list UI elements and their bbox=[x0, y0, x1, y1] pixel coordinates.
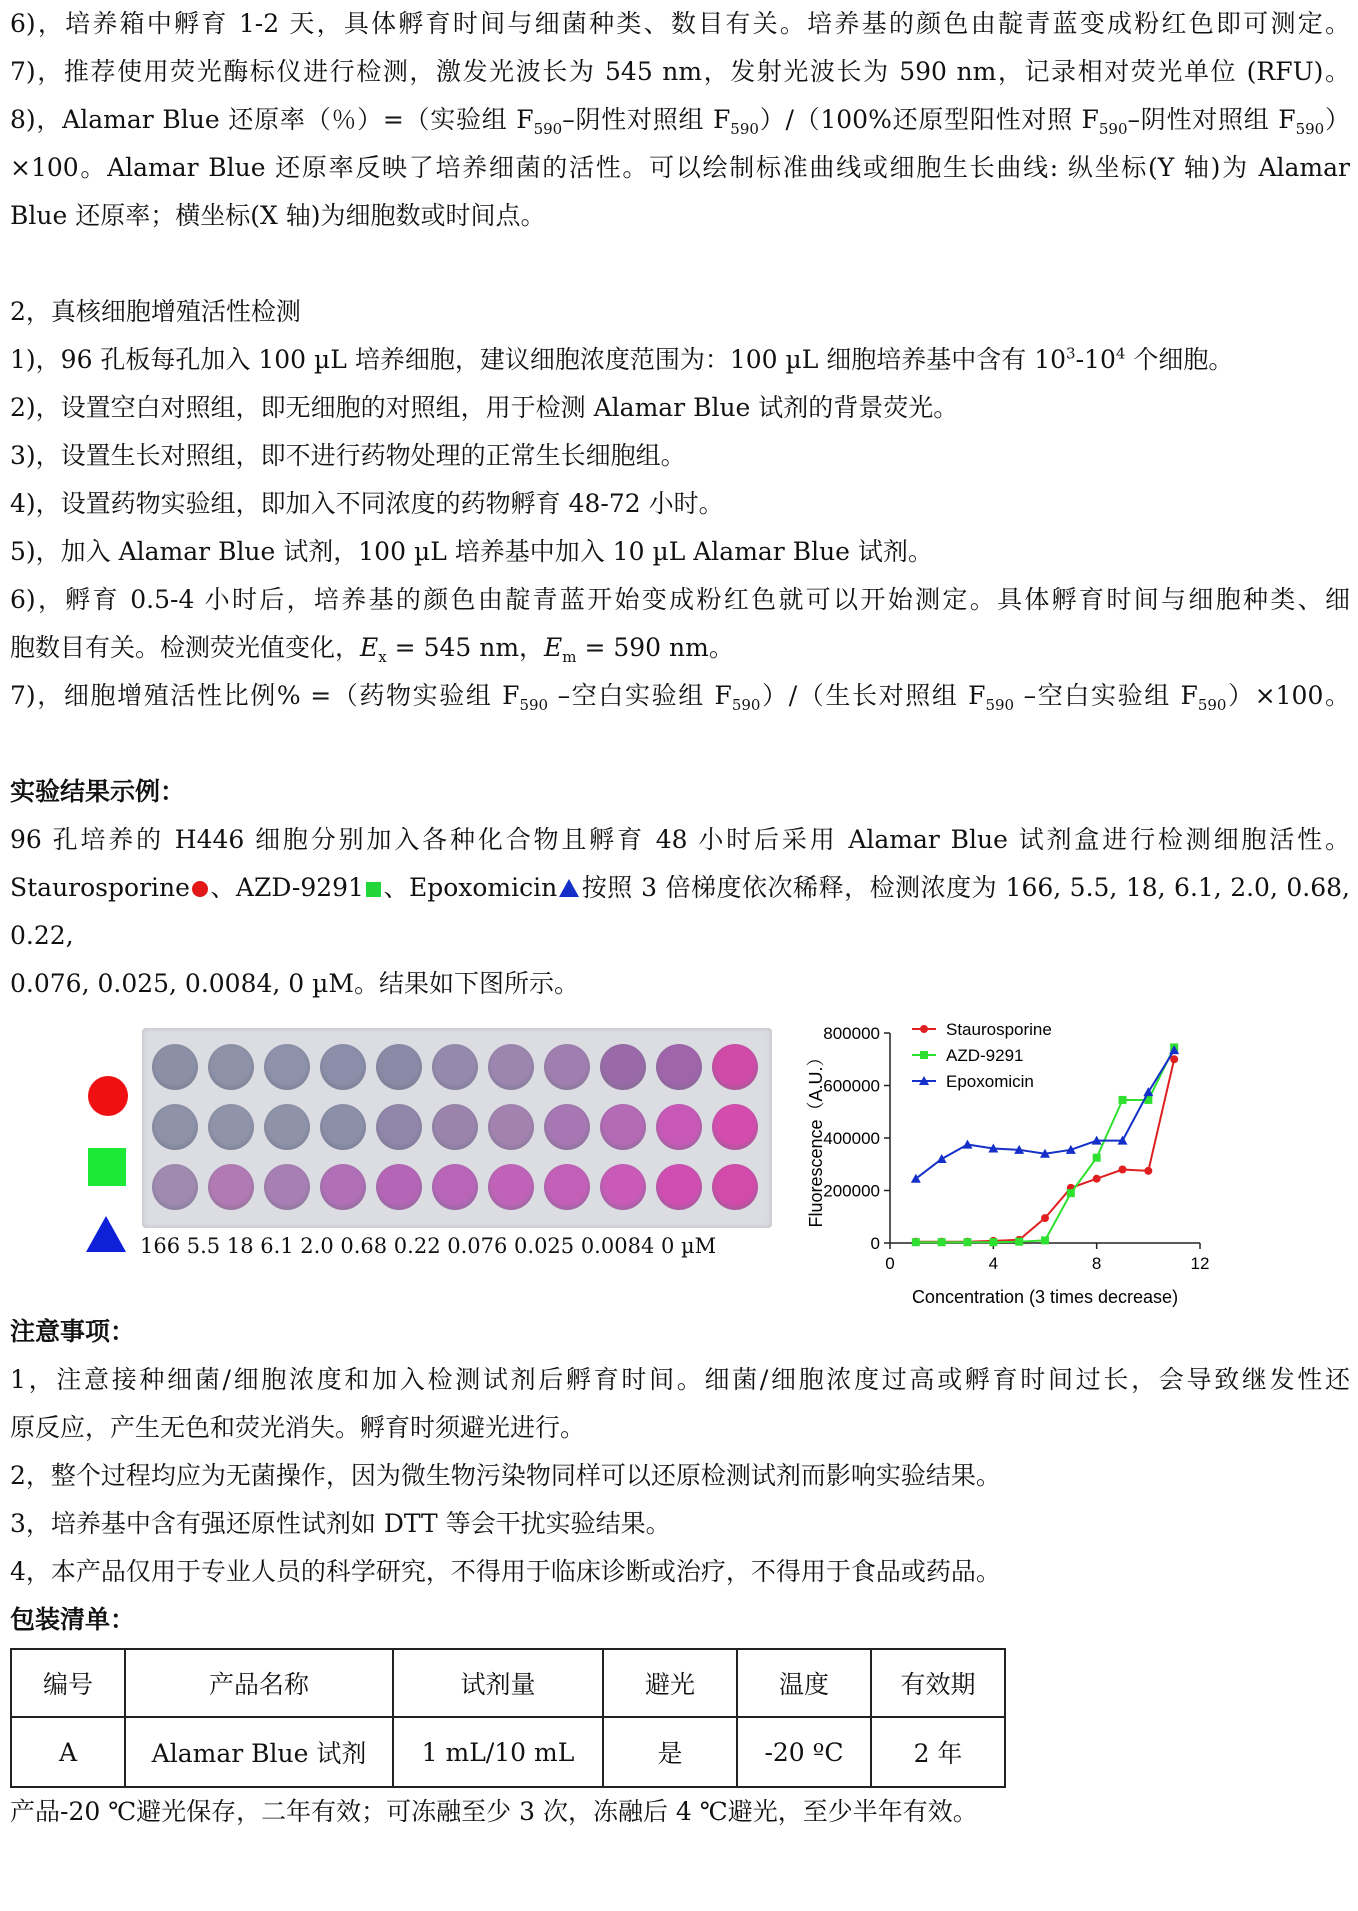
plate-well bbox=[432, 1164, 478, 1210]
y-axis-label: Fluorescence（A.U.） bbox=[806, 1048, 826, 1228]
y-tick-label: 400000 bbox=[823, 1129, 880, 1148]
table-header-cell: 编号 bbox=[11, 1649, 125, 1717]
notes-title: 注意事项： bbox=[10, 1317, 136, 1346]
table-cell: -20 ºC bbox=[737, 1717, 871, 1787]
data-point bbox=[1041, 1236, 1049, 1244]
plate-well bbox=[432, 1104, 478, 1150]
section-2-title: 2，真核细胞增殖活性检测 bbox=[10, 297, 301, 326]
blue-triangle-icon bbox=[86, 1216, 126, 1252]
data-point bbox=[964, 1238, 972, 1246]
data-point bbox=[963, 1140, 973, 1149]
green-square-icon bbox=[88, 1148, 126, 1186]
plate-well bbox=[376, 1104, 422, 1150]
table-header-cell: 产品名称 bbox=[125, 1649, 393, 1717]
data-point bbox=[1067, 1189, 1075, 1197]
plate-well bbox=[264, 1164, 310, 1210]
note-1-cont: 原反应，产生无色和荧光消失。孵育时须避光进行。 bbox=[10, 1413, 586, 1442]
plate-well bbox=[320, 1044, 366, 1090]
y-tick-label: 0 bbox=[870, 1234, 880, 1253]
plate-well bbox=[152, 1044, 198, 1090]
plate-well bbox=[712, 1104, 758, 1150]
x-tick-label: 4 bbox=[988, 1254, 999, 1273]
table-header-cell: 有效期 bbox=[871, 1649, 1005, 1717]
y-tick-label: 800000 bbox=[823, 1024, 880, 1043]
blue-triangle-icon bbox=[559, 879, 579, 897]
section-2-step-2: 2)，设置空白对照组，即无细胞的对照组，用于检测 Alamar Blue 试剂的背景荧光。 bbox=[10, 393, 959, 422]
x-tick-label: 8 bbox=[1091, 1254, 1102, 1273]
section-2-step-4: 4)，设置药物实验组，即加入不同浓度的药物孵育 48-72 小时。 bbox=[10, 489, 724, 518]
table-cell: 2 年 bbox=[871, 1717, 1005, 1787]
data-point bbox=[1015, 1238, 1023, 1246]
plate-well bbox=[320, 1104, 366, 1150]
plate-well bbox=[544, 1104, 590, 1150]
step-8-line-1: 8)，Alamar Blue 还原率（％）=（实验组 $F_{590}-$阴性对照组 $F_{590})/(100\%$还原型阳性对照 $F_{590}-$阴性对照组 $F_{590}$） bbox=[10, 105, 1350, 138]
data-point bbox=[912, 1238, 920, 1246]
plate-well bbox=[544, 1044, 590, 1090]
red-circle-icon bbox=[88, 1076, 128, 1116]
plate-well bbox=[544, 1164, 590, 1210]
section-2-step-6: 6)，孵育 0.5-4 小时后，培养基的颜色由靛青蓝开始变成粉红色就可以开始测定。具体孵育时间与细胞种类、细 bbox=[10, 585, 1350, 614]
plate-well bbox=[208, 1164, 254, 1210]
x-tick-label: 12 bbox=[1190, 1254, 1210, 1273]
example-title: 实验结果示例： bbox=[10, 777, 186, 806]
section-2-step-7: 7)，细胞增殖活性比例% =（药物实验组 $F_{590}$ –空白实验组 $F_{590})/$（生长对照组 $F_{590}$ –空白实验组 $F_{590})\times 100$。 bbox=[10, 681, 1350, 714]
legend-label: Epoxomicin bbox=[946, 1072, 1034, 1091]
green-square-icon bbox=[366, 882, 381, 897]
note-4: 4，本产品仅用于专业人员的科学研究，不得用于临床诊断或治疗，不得用于食品或药品。 bbox=[10, 1557, 1001, 1586]
data-point bbox=[938, 1238, 946, 1246]
plate-well bbox=[600, 1104, 646, 1150]
plate-photo bbox=[84, 1028, 784, 1268]
plate-well bbox=[656, 1044, 702, 1090]
section-2-step-5: 5)，加入 Alamar Blue 试剂，100 µL 培养基中加入 10 µL Alamar Blue 试剂。 bbox=[10, 537, 933, 566]
plate-well bbox=[152, 1164, 198, 1210]
example-line-1: 96 孔培养的 H446 细胞分别加入各种化合物且孵育 48 小时后采用 Alamar Blue 试剂盒进行检测细胞活性。 bbox=[10, 825, 1350, 854]
note-2: 2，整个过程均应为无菌操作，因为微生物污染物同样可以还原检测试剂而影响实验结果。 bbox=[10, 1461, 1001, 1490]
legend-label: Staurosporine bbox=[946, 1020, 1052, 1039]
plate-well bbox=[320, 1164, 366, 1210]
plate-well bbox=[152, 1104, 198, 1150]
data-point bbox=[989, 1238, 997, 1246]
document-page bbox=[10, 0, 1350, 1836]
table-cell: Alamar Blue 试剂 bbox=[125, 1717, 393, 1787]
result-figure bbox=[10, 1008, 1350, 1308]
series-line bbox=[916, 1050, 1174, 1179]
step-8-line-3: Blue 还原率；横坐标(X 轴)为细胞数或时间点。 bbox=[10, 201, 546, 230]
x-axis-label: Concentration (3 times decrease) bbox=[911, 1287, 1179, 1307]
example-line-3: 0.076, 0.025, 0.0084, 0 µM。结果如下图所示。 bbox=[10, 969, 579, 998]
data-point bbox=[920, 1051, 928, 1059]
example-line-2: Staurosporine 、AZD-9291 、Epoxomicin 按照 3 倍梯度依次稀释，检测浓度为 166, 5.5, 18, 6.1, 2.0, 0.68, 0.22, bbox=[10, 873, 1350, 950]
y-tick-label: 200000 bbox=[823, 1181, 880, 1201]
plate-well bbox=[600, 1164, 646, 1210]
data-point bbox=[1041, 1214, 1049, 1222]
table-cell: A bbox=[11, 1717, 125, 1787]
section-2-step-3: 3)，设置生长对照组，即不进行药物处理的正常生长细胞组。 bbox=[10, 441, 686, 470]
packing-table bbox=[10, 1648, 1006, 1788]
plate-well bbox=[432, 1044, 478, 1090]
table-header-cell: 温度 bbox=[737, 1649, 871, 1717]
data-point bbox=[1144, 1167, 1152, 1175]
packing-title: 包装清单： bbox=[10, 1605, 136, 1634]
note-1: 1，注意接种细菌/细胞浓度和加入检测试剂后孵育时间。细菌/细胞浓度过高或孵育时间过长，会导致继发性还 bbox=[10, 1365, 1350, 1394]
plate-well bbox=[600, 1044, 646, 1090]
plate-well bbox=[488, 1164, 534, 1210]
data-point bbox=[937, 1154, 947, 1163]
section-2-step-1: 1)，96 孔板每孔加入 100 µL 培养细胞，建议细胞浓度范围为：100 µL 细胞培养基中含有 $10^3-10^4$ 个细胞。 bbox=[10, 344, 1234, 374]
y-tick-label: 600000 bbox=[823, 1076, 880, 1096]
table-header-cell: 试剂量 bbox=[393, 1649, 603, 1717]
plate-well bbox=[376, 1164, 422, 1210]
section-2-step-6-cont: 胞数目有关。检测荧光值变化，$E_x = 545$ nm，$E_m = 590$ nm。 bbox=[10, 633, 734, 666]
data-point bbox=[920, 1025, 928, 1033]
table-cell: 1 mL/10 mL bbox=[393, 1717, 603, 1787]
plate-well bbox=[264, 1104, 310, 1150]
plate-concentration-labels: 166 5.5 18 6.1 2.0 0.68 0.22 0.076 0.025 0.0084 0 µM bbox=[140, 1234, 717, 1258]
fluorescence-chart bbox=[800, 1008, 1240, 1308]
plate-well bbox=[656, 1104, 702, 1150]
x-tick-label: 0 bbox=[885, 1254, 895, 1273]
table-header-cell: 避光 bbox=[603, 1649, 737, 1717]
plate-well bbox=[208, 1104, 254, 1150]
data-point bbox=[1119, 1096, 1127, 1104]
plate-well bbox=[712, 1044, 758, 1090]
note-3: 3，培养基中含有强还原性试剂如 DTT 等会干扰实验结果。 bbox=[10, 1509, 671, 1538]
data-point bbox=[1093, 1154, 1101, 1162]
well-plate bbox=[142, 1028, 772, 1228]
plate-well bbox=[208, 1044, 254, 1090]
table-header-row bbox=[11, 1649, 1005, 1717]
table-row bbox=[11, 1717, 1005, 1787]
storage-note: 产品-20 ℃避光保存，二年有效；可冻融至少 3 次，冻融后 4 ℃避光，至少半年有效。 bbox=[10, 1797, 978, 1826]
step-6-bacteria: 6)，培养箱中孵育 1-2 天，具体孵育时间与细菌种类、数目有关。培养基的颜色由靛青蓝变成粉红色即可测定。 bbox=[10, 9, 1350, 38]
step-7-bacteria: 7)，推荐使用荧光酶标仪进行检测，激发光波长为 545 nm，发射光波长为 590 nm，记录相对荧光单位 (RFU)。 bbox=[10, 57, 1350, 86]
legend-label: AZD-9291 bbox=[946, 1046, 1024, 1065]
data-point bbox=[1093, 1175, 1101, 1183]
step-8-line-2: ×100。Alamar Blue 还原率反映了培养细菌的活性。可以绘制标准曲线或细胞生长曲线: 纵坐标(Y 轴)为 Alamar bbox=[10, 153, 1350, 182]
plate-well bbox=[488, 1044, 534, 1090]
table-cell: 是 bbox=[603, 1717, 737, 1787]
plate-well bbox=[264, 1044, 310, 1090]
data-point bbox=[1119, 1166, 1127, 1174]
plate-well bbox=[376, 1044, 422, 1090]
plate-well bbox=[488, 1104, 534, 1150]
red-circle-icon bbox=[192, 881, 208, 897]
plate-well bbox=[656, 1164, 702, 1210]
plate-well bbox=[712, 1164, 758, 1210]
